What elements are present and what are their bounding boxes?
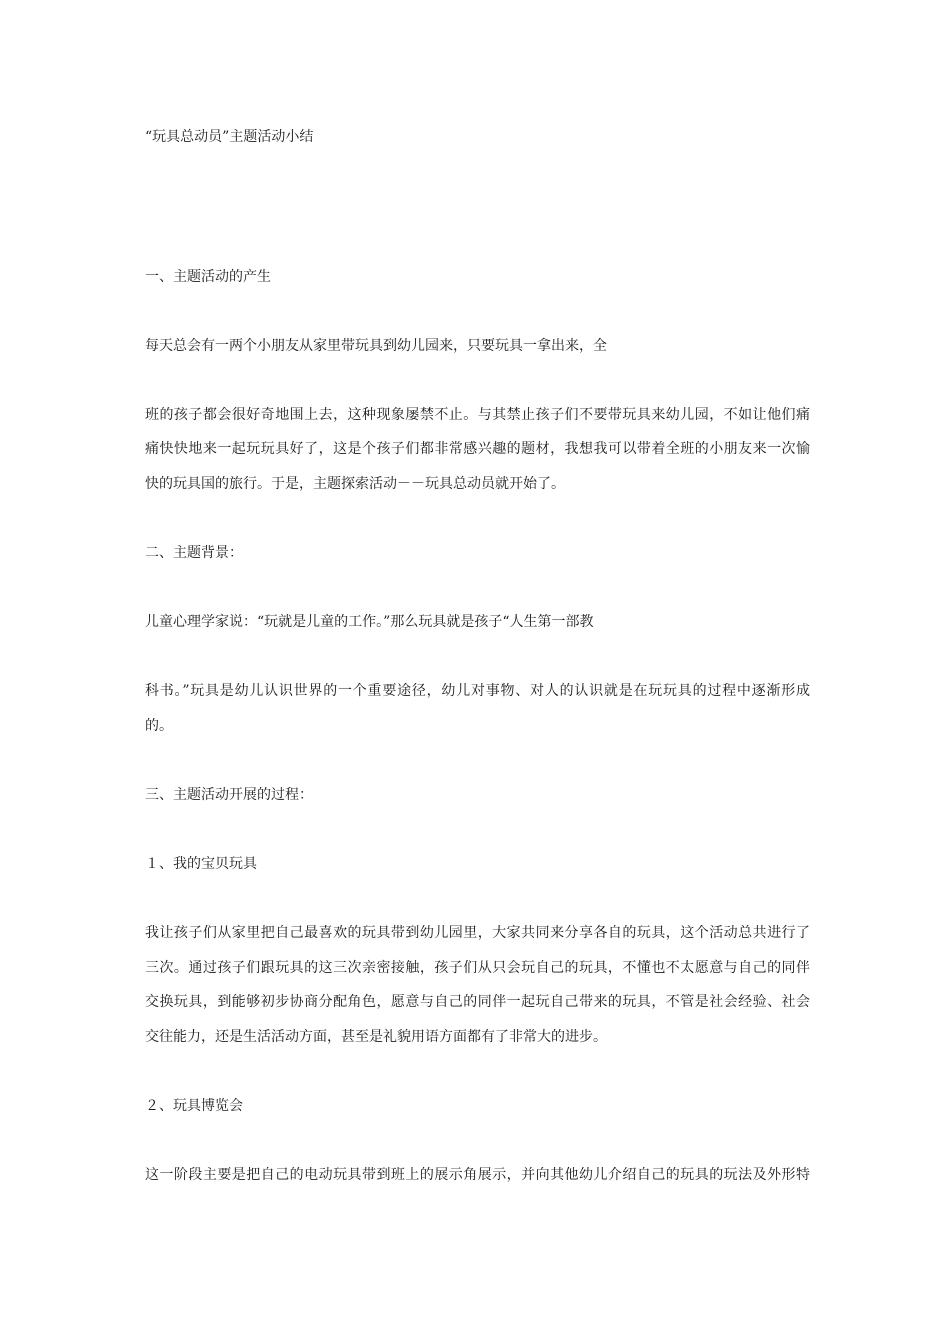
section-3-heading: 三、主题活动开展的过程： (145, 787, 313, 803)
section-2-paragraph-2-line-1: 科书。”玩具是幼儿认识世界的一个重要途径，幼儿对事物、对人的认识就是在玩玩具的过程中逐渐形成 (145, 683, 810, 699)
section-2-paragraph-1-line-1: 儿童心理学家说：“玩就是儿童的工作。”那么玩具就是孩子“人生第一部教 (145, 614, 594, 630)
section-1-paragraph-2-line-1: 班的孩子都会很好奇地围上去，这种现象屡禁不止。与其禁止孩子们不要带玩具来幼儿园，不如让他们痛 (145, 407, 810, 423)
section-1-paragraph-1-line-1: 每天总会有一两个小朋友从家里带玩具到幼儿园来，只要玩具一拿出来，全 (145, 338, 607, 354)
section-2-heading: 二、主题背景： (145, 545, 243, 561)
subsection-1-paragraph-line-3: 交换玩具，到能够初步协商分配角色，愿意与自己的同伴一起玩自己带来的玩具，不管是社会经验、社会 (145, 994, 810, 1010)
section-1-heading: 一、主题活动的产生 (145, 269, 271, 285)
subsection-2-paragraph-line-1: 这一阶段主要是把自己的电动玩具带到班上的展示角展示，并向其他幼儿介绍自己的玩具的玩法及外形特 (145, 1167, 810, 1183)
section-2-paragraph-2-line-2: 的。 (145, 718, 173, 734)
subsection-1-paragraph-line-1: 我让孩子们从家里把自己最喜欢的玩具带到幼儿园里，大家共同来分享各自的玩具，这个活动总共进行了 (145, 925, 810, 941)
section-1-paragraph-2-line-2: 痛快快地来一起玩玩具好了，这是个孩子们都非常感兴趣的题材，我想我可以带着全班的小朋友来一次愉 (145, 441, 810, 457)
section-1-paragraph-2-line-3: 快的玩具国的旅行。于是，主题探索活动－－玩具总动员就开始了。 (145, 476, 565, 492)
subsection-2-heading: ２、玩具博览会 (145, 1098, 243, 1114)
subsection-1-heading: １、我的宝贝玩具 (145, 856, 257, 872)
document-title: “玩具总动员”主题活动小结 (145, 129, 314, 145)
subsection-1-paragraph-line-2: 三次。通过孩子们跟玩具的这三次亲密接触，孩子们从只会玩自己的玩具，不懂也不太愿意与自己的同伴 (145, 960, 810, 976)
subsection-1-paragraph-line-4: 交往能力，还是生活活动方面，甚至是礼貌用语方面都有了非常大的进步。 (145, 1029, 607, 1045)
